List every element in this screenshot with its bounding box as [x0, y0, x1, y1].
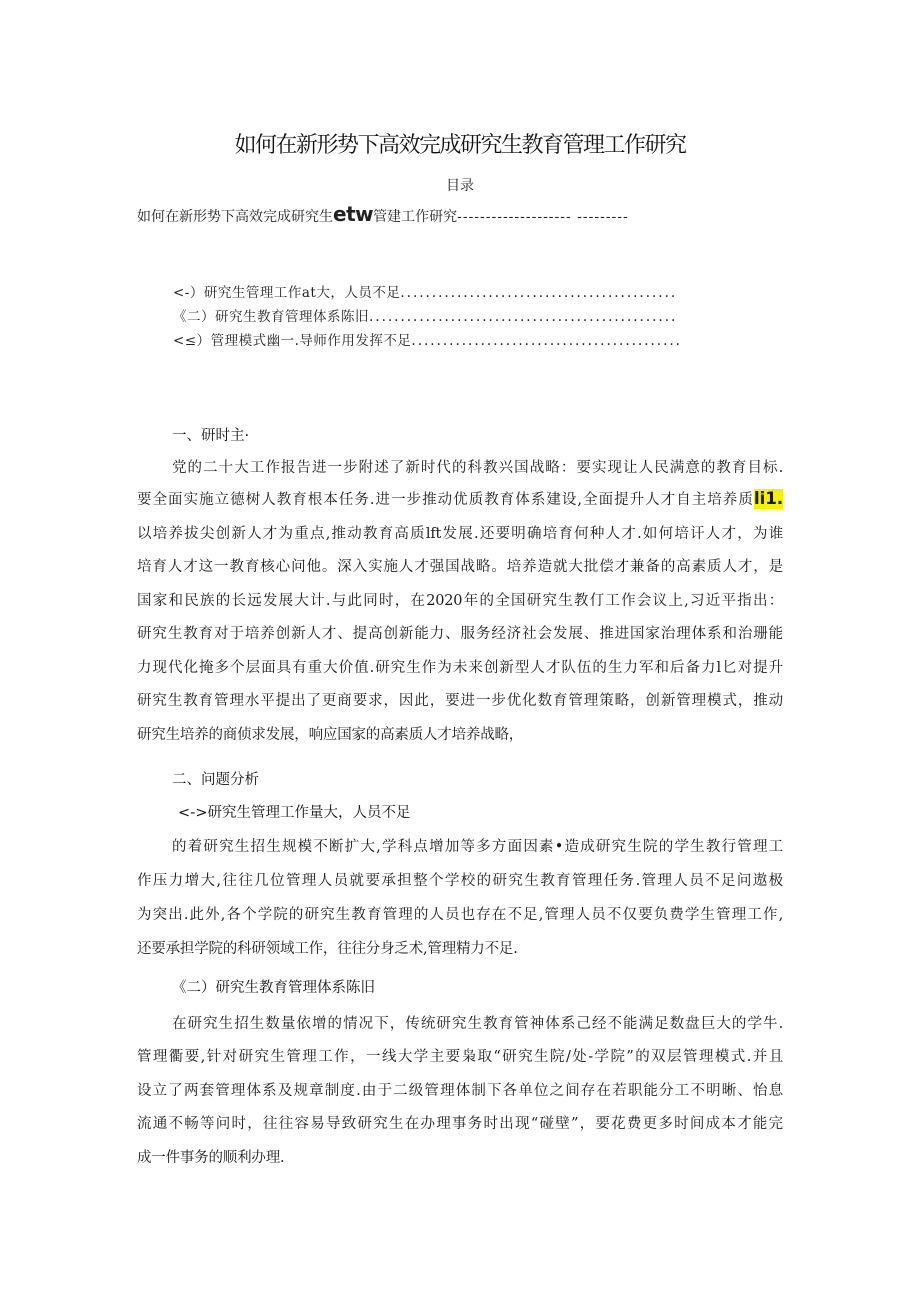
- paragraph-line: 国家和民族的长远发展大计.与此同时，在2020年的全国研究生教仃工作会议上,习近平指出：: [137, 593, 783, 609]
- paragraph-line: 流通不畅等问时，往往容易导致研究生在办理事务时出现“碰壁”，要花费更多时间成本才能完: [137, 1116, 783, 1132]
- section-1-heading: 一、研时主·: [172, 428, 250, 444]
- paragraph-line: 为突出.此外,各个学院的研究生教育管理的人员也存在不足,管理人员不仅要负费学生管理工作,: [137, 907, 783, 923]
- paragraph-line: [137, 488, 783, 509]
- toc-main-dashes: -------------------- ---------: [457, 209, 629, 225]
- paragraph-line: 在研究生招生数量依增的情况下，传统研究生教育管神体系己经不能满足数盘巨大的学牛.: [172, 1016, 783, 1032]
- toc-heading: 目录: [446, 178, 474, 194]
- toc-main-entry[interactable]: [137, 202, 777, 226]
- toc-item-dots: ...........................................: [411, 333, 682, 349]
- toc-main-suffix: 管建工作研究: [373, 209, 458, 225]
- paragraph-line: 还要承担学院的科研领域工作，往往分身乏术,管理精力不足.: [137, 941, 518, 957]
- paragraph-text: 要全面实施立德树人教育根本任务.进一步推动优质教育体系建设,全面提升人才自主培养质: [137, 492, 754, 508]
- highlighted-text: li1.: [753, 489, 783, 509]
- paragraph-line: 成一件事务的顺利办理.: [137, 1150, 285, 1166]
- toc-item-label: <≤）管理模式幽一.导师作用发挥不足: [173, 333, 412, 349]
- paragraph-line: 作压力增大,往往几位管理人员就要承担整个学校的研究生教育管理任务.管理人员不足问遨极: [137, 873, 783, 889]
- paragraph-line: 管理衢要,针对研究生管理工作，一线大学主要枭取“研究生院/处-学院”的双层管理模式.并且: [137, 1049, 783, 1065]
- toc-item-dots: .................................................: [369, 309, 678, 325]
- paragraph-line: 研究生教育管理水平提出了更商要求，因此，要进一步优化数育管理策略，创新管理模式，推动: [137, 693, 783, 709]
- paragraph-line: 力现代化掩多个层面具有重大价值.研究生作为未来创新型人才队伍的生力军和后备力l匕对提升: [137, 660, 783, 676]
- toc-main-big: etw: [333, 202, 374, 226]
- paragraph-line: 研究生教育对于培养创新人才、提高创新能力、服务经济社会发展、推进国家治理体系和治珊能: [137, 626, 783, 642]
- paragraph-line: 党的二十大工作报告进一步附述了新时代的科教兴国战略：要实现让人民满意的教育目标.: [172, 460, 783, 476]
- paragraph-line: 以培养拔尖创新人才为重点,推动教育高质lft发展.还要明确培育何种人才.如何培讦人才，为谁: [137, 526, 783, 542]
- toc-item-label: <-）研究生管理工作at大，人员不足: [173, 285, 401, 301]
- toc-item[interactable]: [173, 305, 765, 325]
- subsection-2-heading: 《二）研究生教育管理体系陈旧: [172, 980, 375, 996]
- paragraph-line: 的着研究生招生规模不断扩大,学科点增加等多方面因素•造成研究生院的学生教行管理工: [172, 839, 783, 855]
- toc-item[interactable]: [173, 329, 765, 349]
- subsection-1-heading: <->研究生管理工作量大，人员不足: [178, 805, 411, 821]
- paragraph-line: 研究生培养的商侦求发展，响应国家的高素质人才培养战略，: [137, 727, 524, 743]
- document-title: 如何在新形势下高效完成研究生教育管理工作研究: [234, 133, 686, 158]
- paragraph-line: 设立了两套管理体系及规章制度.由于二级管理体制下各单位之间存在若职能分工不明晰、怡息: [137, 1083, 783, 1099]
- toc-item-label: 《二）研究生教育管理体系陈旧: [173, 309, 369, 325]
- section-2-heading: 二、问题分析: [172, 772, 259, 788]
- paragraph-line: 培育人才这一教育核心问他。深入实施人才强国战略。培养造就大批偿才兼备的高素质人才，是: [137, 559, 783, 575]
- toc-main-prefix: 如何在新形势下高效完成研究生: [137, 209, 333, 225]
- toc-item-dots: ............................................: [400, 285, 678, 301]
- toc-item[interactable]: [173, 281, 765, 301]
